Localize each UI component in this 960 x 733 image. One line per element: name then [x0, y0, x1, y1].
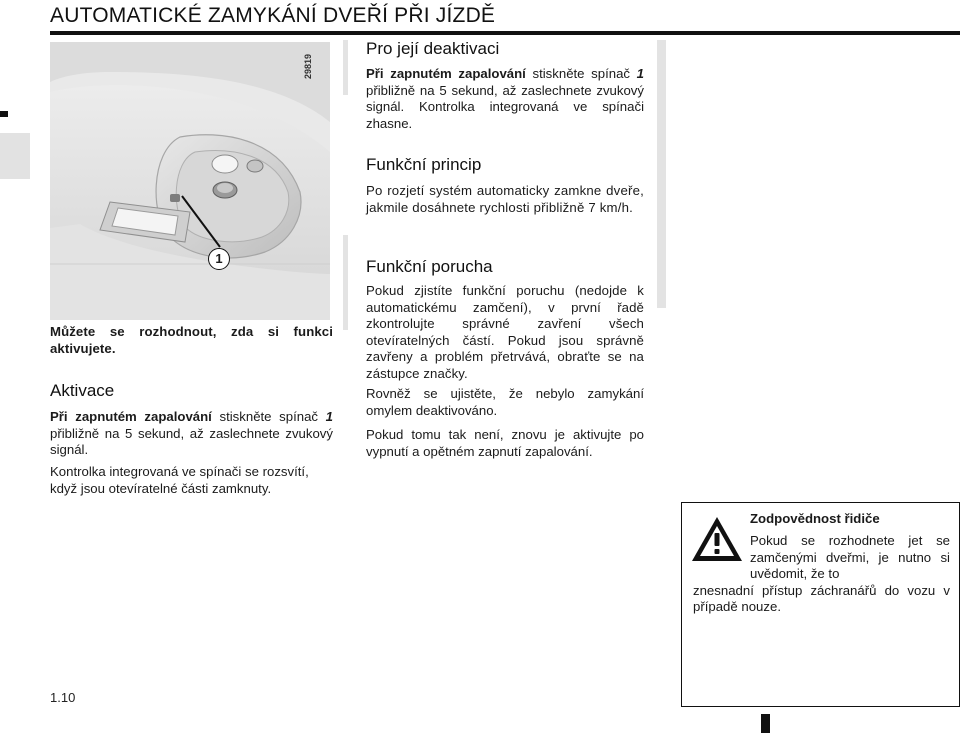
- column-divider: [343, 235, 348, 330]
- warning-text: [693, 533, 950, 616]
- warning-text-continued: znesnadní přístup záchranářů do vozu v případě nouze.: [693, 582, 950, 615]
- side-mark: [0, 111, 8, 117]
- porucha-paragraph: Pokud zjistíte funkční poruchu (nedojde k automatickému zamčení), v první řadě zkontrolujte správné zavření všech otevíratelných částí. Pokud jsou správně zavřeny a problém přetrvává, obraťte se na zástupce značky.: [366, 283, 644, 381]
- title-rule: [50, 31, 960, 35]
- heading-princip: Funkční princip: [366, 155, 482, 174]
- heading-porucha: Funkční porucha: [366, 257, 493, 276]
- princip-paragraph: Po rozjetí systém automaticky zamkne dveře, jakmile dosáhnete rychlosti přibližně 7 km/h.: [366, 183, 644, 215]
- porucha-paragraph: Pokud tomu tak není, znovu je aktivujte po vypnutí a opětném zapnutí zapalování.: [366, 427, 644, 459]
- chapter-tab: [0, 133, 30, 179]
- page-title: AUTOMATICKÉ ZAMYKÁNÍ DVEŘÍ PŘI JÍZDĚ: [50, 4, 496, 27]
- aktivace-indicator-paragraph: Kontrolka integrovaná ve spínači se rozsvítí, když jsou otevíratelné části zamknuty.: [50, 464, 309, 496]
- bold-phrase: Při zapnutém zapalování: [366, 66, 526, 81]
- warning-box: [681, 502, 960, 707]
- corner-mark: [761, 714, 770, 733]
- text-span: přibližně na 5 sekund, až zaslechnete zvukový signál.: [50, 425, 333, 457]
- column-divider: [343, 40, 348, 95]
- text-span: stiskněte spínač: [211, 409, 326, 424]
- figure-reference: 29819: [303, 53, 313, 79]
- column-divider: [657, 40, 666, 308]
- warning-title: Zodpovědnost řidiče: [750, 511, 880, 526]
- warning-text-indented: Pokud se rozhodnete jet se zamčenými dveřmi, je nutno si uvědomit, že to: [750, 533, 950, 582]
- switch-reference: 1: [636, 66, 644, 81]
- page-number: 1.10: [50, 690, 76, 705]
- overhead-console-illustration: [50, 42, 330, 320]
- bold-phrase: Při zapnutém zapalování: [50, 409, 212, 424]
- porucha-paragraph: Rovněž se ujistěte, že nebylo zamykání omylem deaktivováno.: [366, 386, 644, 418]
- text-span: stiskněte spínač: [525, 66, 637, 81]
- heading-deaktivace: Pro její deaktivaci: [366, 39, 500, 58]
- callout-1: 1: [208, 248, 230, 270]
- aktivace-paragraph: [50, 409, 333, 459]
- intro-paragraph: Můžete se rozhodnout, zda si funkci aktivujete.: [50, 324, 333, 356]
- deaktivace-paragraph: [366, 66, 644, 132]
- switch-reference: 1: [325, 409, 333, 424]
- heading-aktivace: Aktivace: [50, 381, 115, 400]
- text-span: přibližně na 5 sekund, až zaslechnete zvukový signál. Kontrolka integrovaná ve spínači zhasne.: [366, 82, 644, 131]
